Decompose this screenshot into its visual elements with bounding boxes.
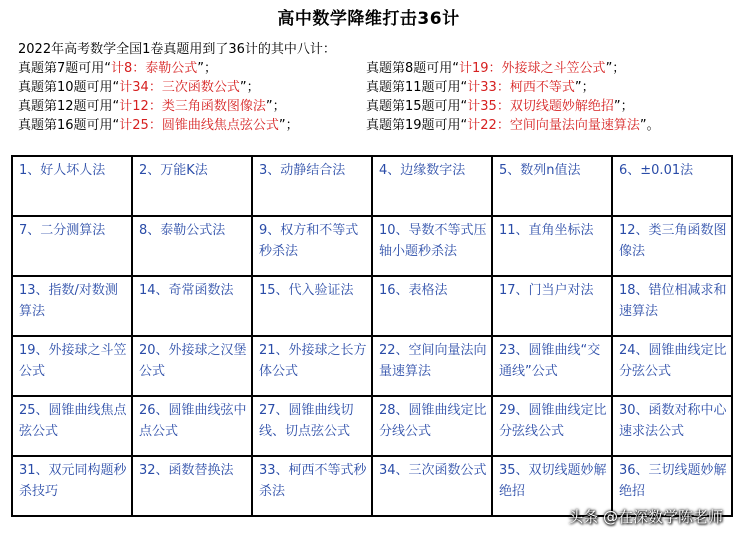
rule-prefix: 真题第16题可用“: [18, 118, 120, 133]
rule-line: [18, 97, 286, 116]
table-cell: 17、门当户对法: [492, 276, 612, 336]
rule-strategy: 计12：类三角函数图像法: [119, 99, 266, 114]
rule-line: [366, 97, 634, 116]
table-cell: 1、好人坏人法: [12, 156, 132, 216]
table-cell: 36、三切线题妙解绝招: [612, 456, 732, 516]
rule-prefix: 真题第11题可用“: [366, 80, 468, 95]
table-cell: 22、空间向量法向量速算法: [372, 336, 492, 396]
rule-suffix: ”；: [605, 61, 626, 76]
table-cell: 19、外接球之斗笠公式: [12, 336, 132, 396]
rule-strategy: 计25：圆锥曲线焦点弦公式: [119, 118, 279, 133]
rule-strategy: 计34：三次函数公式: [119, 80, 240, 95]
table-row: [12, 216, 732, 276]
table-cell: 16、表格法: [372, 276, 492, 336]
rule-prefix: 真题第8题可用“: [366, 61, 460, 76]
table-cell: 8、泰勒公式法: [132, 216, 252, 276]
table-row: [12, 276, 732, 336]
table-cell: 29、圆锥曲线定比分弦线公式: [492, 396, 612, 456]
rule-line: [366, 59, 625, 78]
table-cell: 5、数列n值法: [492, 156, 612, 216]
intro-text: 2022年高考数学全国1卷真题用到了36计的其中八计：: [18, 42, 336, 57]
rule-line: [366, 78, 595, 97]
rule-suffix: ”；: [613, 99, 634, 114]
table-cell: 21、外接球之长方体公式: [252, 336, 372, 396]
rule-prefix: 真题第12题可用“: [18, 99, 120, 114]
table-cell: 32、函数替换法: [132, 456, 252, 516]
table-cell: 27、圆锥曲线切线、切点弦公式: [252, 396, 372, 456]
rule-suffix: ”；: [197, 61, 218, 76]
rule-strategy: 计22：空间向量法向量速算法: [467, 118, 640, 133]
rule-suffix: ”；: [265, 99, 286, 114]
table-cell: 25、圆锥曲线焦点弦公式: [12, 396, 132, 456]
rule-prefix: 真题第19题可用“: [366, 118, 468, 133]
table-cell: 7、二分测算法: [12, 216, 132, 276]
table-cell: 33、柯西不等式秒杀法: [252, 456, 372, 516]
rule-suffix: ”；: [574, 80, 595, 95]
table-cell: 28、圆锥曲线定比分线公式: [372, 396, 492, 456]
strategy-table: [11, 155, 733, 517]
table-cell: 6、±0.01法: [612, 156, 732, 216]
table-cell: 9、权方和不等式秒杀法: [252, 216, 372, 276]
table-cell: 34、三次函数公式: [372, 456, 492, 516]
table-cell: 13、指数/对数测算法: [12, 276, 132, 336]
rule-strategy: 计8：泰勒公式: [111, 61, 198, 76]
table-cell: 30、函数对称中心速求法公式: [612, 396, 732, 456]
table-cell: 24、圆锥曲线定比分弦公式: [612, 336, 732, 396]
table-cell: 4、边缘数字法: [372, 156, 492, 216]
table-cell: 18、错位相减求和速算法: [612, 276, 732, 336]
table-cell: 20、外接球之汉堡公式: [132, 336, 252, 396]
rule-strategy: 计19：外接球之斗笠公式: [459, 61, 606, 76]
table-cell: 10、导数不等式压轴小题秒杀法: [372, 216, 492, 276]
table-cell: 15、代入验证法: [252, 276, 372, 336]
rule-line: [18, 78, 260, 97]
table-cell: 11、直角坐标法: [492, 216, 612, 276]
rule-suffix: ”；: [239, 80, 260, 95]
rule-line: [18, 116, 299, 135]
page-title: 高中数学降维打击36计: [277, 9, 460, 29]
table-cell: 26、圆锥曲线弦中点公式: [132, 396, 252, 456]
watermark: 头条 @在深数学陈老师: [568, 508, 723, 526]
rule-prefix: 真题第15题可用“: [366, 99, 468, 114]
rule-line: [366, 116, 660, 135]
table-cell: 35、双切线题妙解绝招: [492, 456, 612, 516]
rule-suffix: ”；: [278, 118, 299, 133]
table-cell: 3、动静结合法: [252, 156, 372, 216]
table-row: [12, 396, 732, 456]
rule-line: [18, 59, 217, 78]
table-row: [12, 156, 732, 216]
table-cell: 12、类三角函数图像法: [612, 216, 732, 276]
rule-suffix: ”。: [639, 118, 660, 133]
rule-strategy: 计33：柯西不等式: [467, 80, 575, 95]
rule-prefix: 真题第7题可用“: [18, 61, 112, 76]
table-cell: 31、双元同构题秒杀技巧: [12, 456, 132, 516]
rule-strategy: 计35：双切线题妙解绝招: [467, 99, 614, 114]
table-cell: 14、奇常函数法: [132, 276, 252, 336]
table-row: [12, 336, 732, 396]
table-cell: 23、圆锥曲线“交通线”公式: [492, 336, 612, 396]
table-cell: 2、万能K法: [132, 156, 252, 216]
rule-prefix: 真题第10题可用“: [18, 80, 120, 95]
